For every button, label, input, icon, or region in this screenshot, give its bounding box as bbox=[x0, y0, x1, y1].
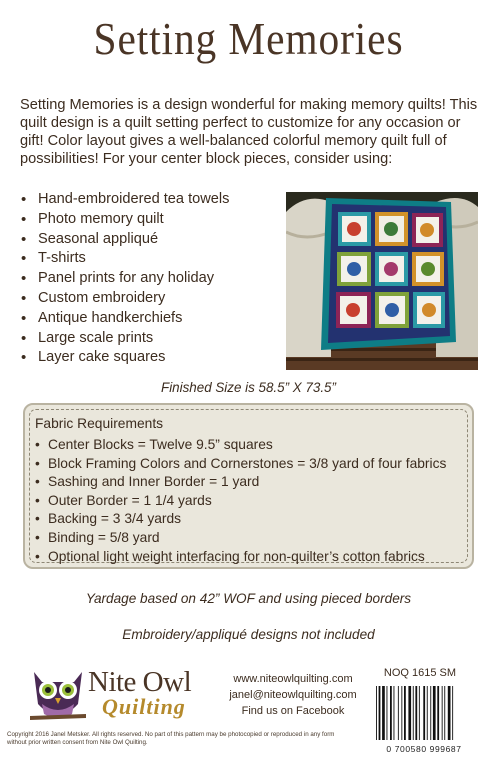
fabric-heading: Fabric Requirements bbox=[35, 416, 164, 431]
barcode-bars bbox=[372, 684, 476, 742]
fabric-list bbox=[35, 436, 446, 566]
quilt-photo bbox=[286, 192, 478, 370]
list-item: • Antique handkerchiefs bbox=[20, 309, 280, 329]
list-item: • Block Framing Colors and Cornerstones = 3/8 yard of four fabrics bbox=[35, 455, 446, 474]
list-item: • Panel prints for any holiday bbox=[20, 269, 280, 289]
list-item: • Center Blocks = Twelve 9.5” squares bbox=[35, 436, 446, 455]
uses-list bbox=[20, 190, 280, 368]
list-item: • Photo memory quilt bbox=[20, 210, 280, 230]
list-item: • Custom embroidery bbox=[20, 289, 280, 309]
facebook-link[interactable]: Find us on Facebook bbox=[241, 705, 345, 717]
list-item: • Backing = 3 3/4 yards bbox=[35, 510, 446, 529]
email-link[interactable]: janel@niteowlquilting.com bbox=[229, 689, 357, 701]
brand-subname: Quilting bbox=[102, 694, 186, 719]
website-link[interactable]: www.niteowlquilting.com bbox=[233, 673, 353, 685]
sku-label: NOQ 1615 SM bbox=[383, 667, 457, 679]
list-item: • Binding = 5/8 yard bbox=[35, 529, 446, 548]
yardage-note: Yardage based on 42” WOF and using pieced borders bbox=[85, 591, 412, 606]
list-item: • Outer Border = 1 1/4 yards bbox=[35, 492, 446, 511]
fabric-requirements-box bbox=[23, 403, 474, 569]
list-item: • T-shirts bbox=[20, 249, 280, 269]
list-item: • Seasonal appliqué bbox=[20, 230, 280, 250]
copyright-notice: Copyright 2016 Janel Metsker. All rights reserved. No part of this pattern may be photocopied or reproduced in any form without prior written consent from Nite Owl Quilting. bbox=[7, 731, 335, 747]
list-item: • Large scale prints bbox=[20, 329, 280, 349]
list-item: • Layer cake squares bbox=[20, 348, 280, 368]
barcode-number: 0 700580 999687 bbox=[386, 744, 462, 754]
owl-icon bbox=[28, 664, 88, 726]
contact-info bbox=[213, 671, 373, 719]
page-title: Setting Memories bbox=[93, 13, 404, 64]
brand-name: Nite Owl bbox=[88, 666, 192, 698]
finished-size: Finished Size is 58.5” X 73.5” bbox=[161, 380, 336, 395]
list-item: • Sashing and Inner Border = 1 yard bbox=[35, 473, 446, 492]
intro-paragraph: Setting Memories is a design wonderful for making memory quilts! This quilt design is a quilt setting perfect to customize for any occasion or gift! Color layout gives a well-balanced colorful memory quilt full of possibilities! For your center block pieces, consider using: bbox=[20, 97, 478, 167]
list-item: • Optional light weight interfacing for non-quilter’s cotton fabrics bbox=[35, 548, 446, 567]
barcode bbox=[372, 684, 476, 754]
embroidery-note: Embroidery/appliqué designs not included bbox=[122, 627, 375, 642]
list-item: • Hand-embroidered tea towels bbox=[20, 190, 280, 210]
brand-logo bbox=[28, 664, 218, 726]
